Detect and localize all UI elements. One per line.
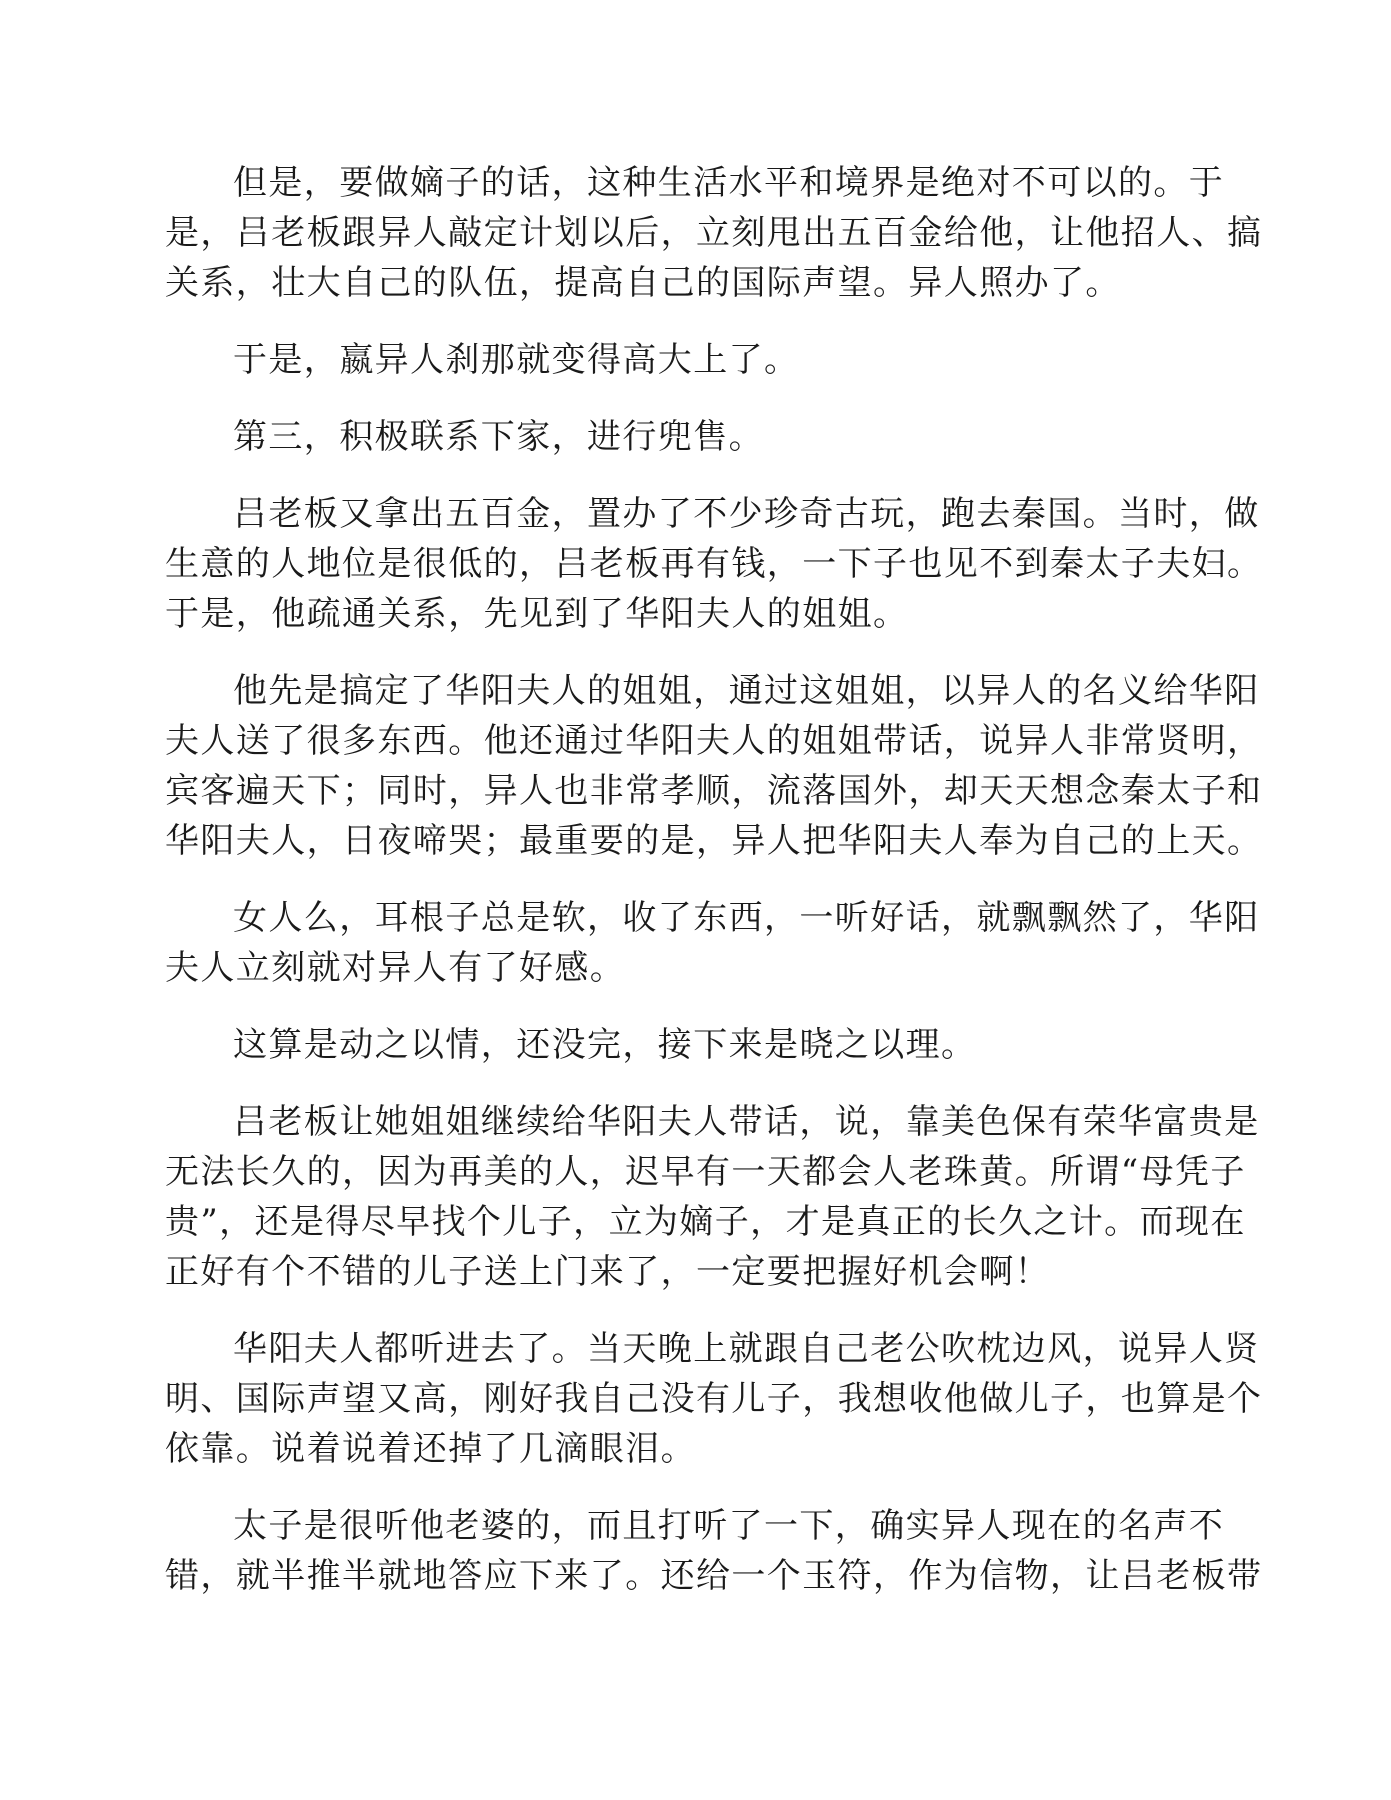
paragraph <box>165 666 1263 866</box>
text-line: 贵”，还是得尽早找个儿子，立为嫡子，才是真正的长久之计。而现在 <box>165 1202 1246 1242</box>
text-line: 这算是动之以情，还没完，接下来是晓之以理。 <box>233 1025 977 1065</box>
text-line: 于是，他疏通关系，先见到了华阳夫人的姐姐。 <box>165 594 909 634</box>
text-line: 关系，壮大自己的队伍，提高自己的国际声望。异人照办了。 <box>165 263 1121 303</box>
text-line: 依靠。说着说着还掉了几滴眼泪。 <box>165 1429 696 1469</box>
text-line: 夫人立刻就对异人有了好感。 <box>165 948 626 988</box>
paragraph <box>165 335 1225 385</box>
paragraph <box>165 1097 1260 1297</box>
text-line: 华阳夫人都听进去了。当天晚上就跟自己老公吹枕边风，说异人贤 <box>233 1329 1260 1369</box>
paragraph <box>165 893 1260 993</box>
paragraph <box>165 489 1263 639</box>
text-line: 正好有个不错的儿子送上门来了，一定要把握好机会啊！ <box>165 1252 1050 1292</box>
text-line: 无法长久的，因为再美的人，迟早有一天都会人老珠黄。所谓“母凭子 <box>165 1152 1246 1192</box>
text-line: 但是，要做嫡子的话，这种生活水平和境界是绝对不可以的。于 <box>233 163 1225 203</box>
text-line: 第三，积极联系下家，进行兜售。 <box>233 417 764 457</box>
text-line: 吕老板又拿出五百金，置办了不少珍奇古玩，跑去秦国。当时，做 <box>233 494 1260 534</box>
text-line: 太子是很听他老婆的，而且打听了一下，确实异人现在的名声不 <box>233 1506 1225 1546</box>
paragraph <box>165 1324 1263 1474</box>
text-line: 他先是搞定了华阳夫人的姐姐，通过这姐姐，以异人的名义给华阳 <box>233 671 1260 711</box>
text-line: 错，就半推半就地答应下来了。还给一个玉符，作为信物，让吕老板带 <box>165 1556 1263 1596</box>
text-line: 明、国际声望又高，刚好我自己没有儿子，我想收他做儿子，也算是个 <box>165 1379 1263 1419</box>
paragraph <box>165 1020 1225 1070</box>
text-line: 夫人送了很多东西。他还通过华阳夫人的姐姐带话，说异人非常贤明， <box>165 721 1263 761</box>
text-line: 生意的人地位是很低的，吕老板再有钱，一下子也见不到秦太子夫妇。 <box>165 544 1263 584</box>
body-text <box>165 158 1263 1628</box>
text-line: 是，吕老板跟异人敲定计划以后，立刻甩出五百金给他，让他招人、搞 <box>165 213 1263 253</box>
text-line: 女人么，耳根子总是软，收了东西，一听好话，就飘飘然了，华阳 <box>233 898 1260 938</box>
text-line: 于是，嬴异人刹那就变得高大上了。 <box>233 340 800 380</box>
paragraph <box>165 158 1263 308</box>
paragraph <box>165 1501 1263 1601</box>
text-line: 华阳夫人，日夜啼哭；最重要的是，异人把华阳夫人奉为自己的上天。 <box>165 821 1263 861</box>
text-line: 宾客遍天下；同时，异人也非常孝顺，流落国外，却天天想念秦太子和 <box>165 771 1263 811</box>
paragraph <box>165 412 1225 462</box>
text-line: 吕老板让她姐姐继续给华阳夫人带话，说，靠美色保有荣华富贵是 <box>233 1102 1260 1142</box>
